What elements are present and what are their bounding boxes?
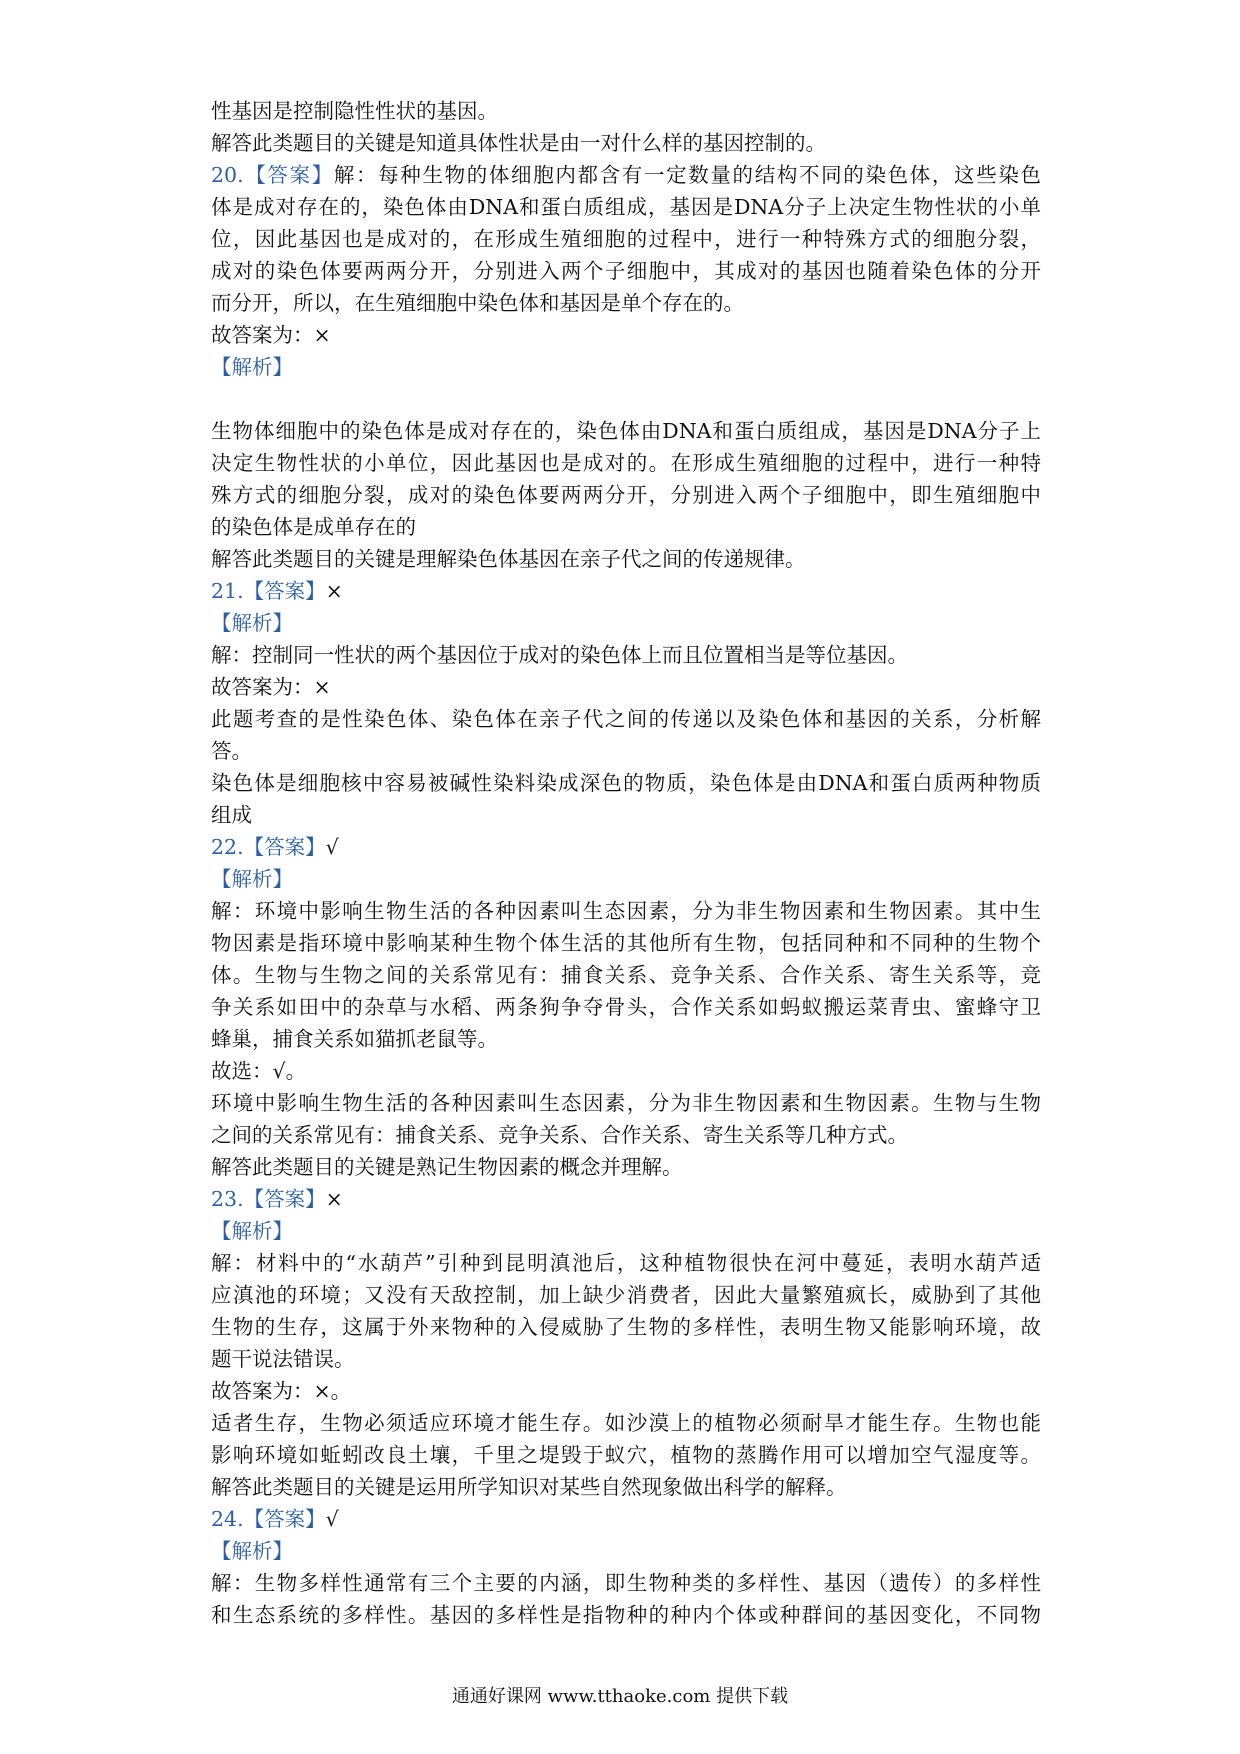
text-line: 应滇池的环境；又没有天敌控制，加上缺少消费者，因此大量繁殖疯长，威胁到了其他 — [211, 1283, 1041, 1307]
text-line: 决定生物性状的小单位，因此基因也是成对的。在形成生殖细胞的过程中，进行一种特 — [211, 451, 1041, 475]
answer-line — [211, 1183, 1041, 1215]
analysis-tag: 【解析】 — [211, 611, 293, 635]
text-line: 组成 — [211, 803, 252, 827]
text-line: 蜂巢，捕食关系如猫抓老鼠等。 — [211, 1027, 498, 1051]
answer-line — [211, 1503, 1041, 1535]
question-number: 21. — [211, 579, 244, 603]
text-line: 解答此类题目的关键是知道具体性状是由一对什么样的基因控制的。 — [211, 131, 826, 155]
answer-value: √ — [325, 1507, 339, 1531]
text-line: 生物体细胞中的染色体是成对存在的，染色体由DNA和蛋白质组成，基因是DNA分子上 — [211, 419, 1041, 443]
text-line: 殊方式的细胞分裂，成对的染色体要两两分开，分别进入两个子细胞中，即生殖细胞中 — [211, 483, 1041, 507]
answer-value: √ — [325, 835, 339, 859]
answer-value: × — [325, 579, 343, 603]
text-line: 和生态系统的多样性。基因的多样性是指物种的种内个体或种群间的基因变化，不同物 — [211, 1603, 1041, 1627]
text-line: 此题考查的是性染色体、染色体在亲子代之间的传递以及染色体和基因的关系，分析解 — [211, 707, 1041, 731]
analysis-tag: 【解析】 — [211, 1539, 293, 1563]
text-line: 故答案为：× — [211, 323, 331, 347]
text-line: 位，因此基因也是成对的，在形成生殖细胞的过程中，进行一种特殊方式的细胞分裂， — [211, 227, 1041, 251]
answer-line — [211, 831, 1041, 863]
text-line: 答。 — [211, 739, 252, 763]
text-line: 解：环境中影响生物生活的各种因素叫生态因素，分为非生物因素和生物因素。其中生 — [211, 899, 1041, 923]
text-line: 题干说法错误。 — [211, 1347, 355, 1371]
text-line: 体。生物与生物之间的关系常见有：捕食关系、竞争关系、合作关系、寄生关系等，竞 — [211, 963, 1041, 987]
analysis-tag: 【解析】 — [211, 867, 293, 891]
answer-line — [211, 575, 1041, 607]
answer-tag: 【答案】 — [243, 1187, 326, 1211]
question-number: 20. — [211, 163, 244, 187]
text-line: 解：材料中的“水葫芦”引种到昆明滇池后，这种植物很快在河中蔓延，表明水葫芦适 — [211, 1251, 1041, 1275]
text-line: 物因素是指环境中影响某种生物个体生活的其他所有生物，包括同种和不同种的生物个 — [211, 931, 1041, 955]
text-line: 解答此类题目的关键是运用所学知识对某些自然现象做出科学的解释。 — [211, 1475, 847, 1499]
answer-tag: 【答案】 — [243, 579, 326, 603]
text-line: 体是成对存在的，染色体由DNA和蛋白质组成，基因是DNA分子上决定生物性状的小单 — [211, 195, 1041, 219]
text-line: 成对的染色体要两两分开，分别进入两个子细胞中，其成对的基因也随着染色体的分开 — [211, 259, 1041, 283]
answer-line — [211, 159, 1041, 191]
text-line: 环境中影响生物生活的各种因素叫生态因素，分为非生物因素和生物因素。生物与生物 — [211, 1091, 1041, 1115]
text-line: 解答此类题目的关键是熟记生物因素的概念并理解。 — [211, 1155, 683, 1179]
answer-tag: 【答案】 — [243, 163, 334, 187]
analysis-tag: 【解析】 — [211, 355, 293, 379]
text-line: 适者生存，生物必须适应环境才能生存。如沙漠上的植物必须耐旱才能生存。生物也能 — [211, 1411, 1041, 1435]
text-line: 争关系如田中的杂草与水稻、两条狗争夺骨头，合作关系如蚂蚁搬运菜青虫、蜜蜂守卫 — [211, 995, 1041, 1019]
text-line: 影响环境如蚯蚓改良土壤，千里之堤毁于蚁穴，植物的蒸腾作用可以增加空气湿度等。 — [211, 1443, 1041, 1467]
text-line: 解：控制同一性状的两个基因位于成对的染色体上而且位置相当是等位基因。 — [211, 643, 908, 667]
answer-tag: 【答案】 — [243, 1507, 326, 1531]
question-number: 23. — [211, 1187, 244, 1211]
text-line: 解答此类题目的关键是理解染色体基因在亲子代之间的传递规律。 — [211, 547, 806, 571]
text-line: 染色体是细胞核中容易被碱性染料染成深色的物质，染色体是由DNA和蛋白质两种物质 — [211, 771, 1041, 795]
text-line: 解：生物多样性通常有三个主要的内涵，即生物种类的多样性、基因（遗传）的多样性 — [211, 1571, 1041, 1595]
text-line: 故答案为：×。 — [211, 1379, 352, 1403]
text-line: 故选：√。 — [211, 1059, 307, 1083]
question-number: 22. — [211, 835, 244, 859]
answer-value: × — [325, 1187, 343, 1211]
text-line: 故答案为：× — [211, 675, 331, 699]
text-line: 生物的生存，这属于外来物种的入侵威胁了生物的多样性，表明生物又能影响环境，故 — [211, 1315, 1041, 1339]
text-line: 性基因是控制隐性性状的基因。 — [211, 99, 498, 123]
question-number: 24. — [211, 1507, 244, 1531]
analysis-tag: 【解析】 — [211, 1219, 293, 1243]
text-segment: 解：每种生物的体细胞内都含有一定数量的结构不同的染色体，这些染色 — [333, 163, 1041, 187]
text-line: 的染色体是成单存在的 — [211, 515, 416, 539]
text-line: 之间的关系常见有：捕食关系、竞争关系、合作关系、寄生关系等几种方式。 — [211, 1123, 908, 1147]
answer-tag: 【答案】 — [243, 835, 326, 859]
text-line: 而分开，所以，在生殖细胞中染色体和基因是单个存在的。 — [211, 291, 744, 315]
page-footer: 通通好课网 www.tthaoke.com 提供下载 — [451, 1686, 789, 1707]
